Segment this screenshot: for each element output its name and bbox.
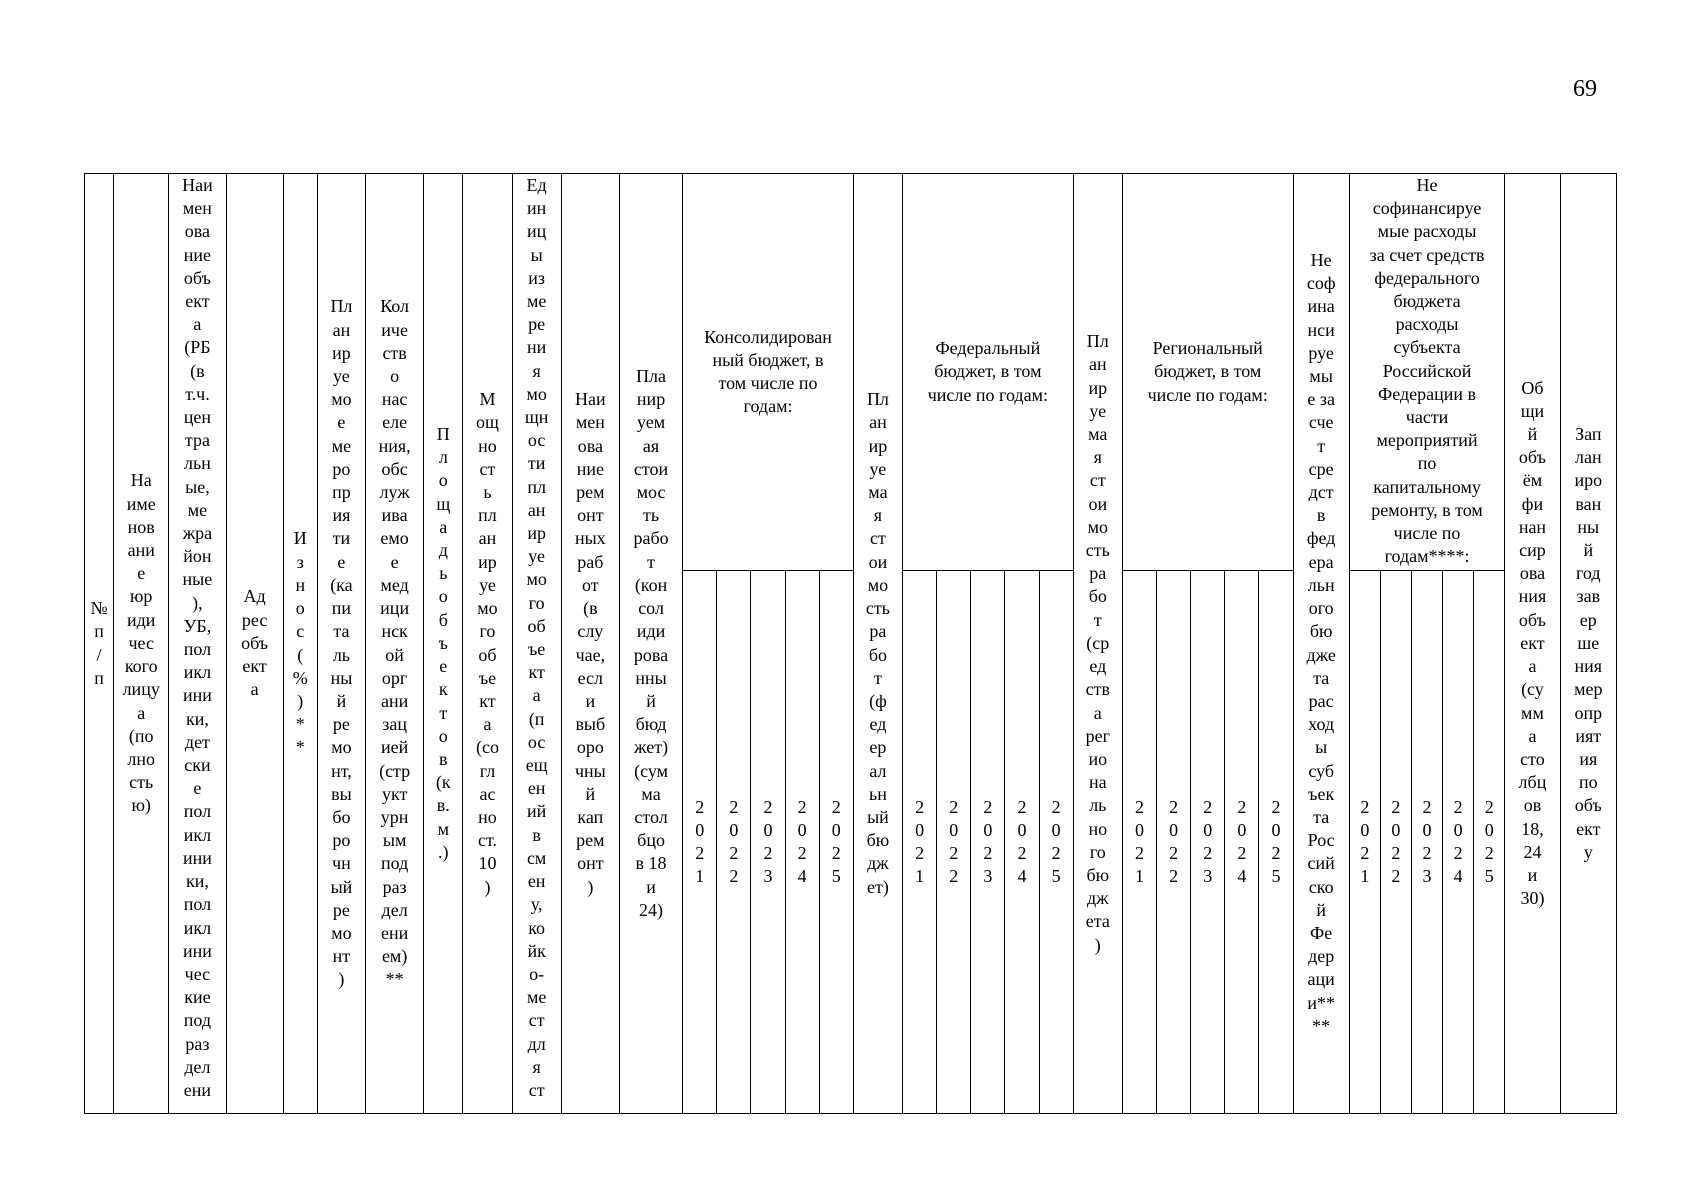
group-federal-budget: Федеральный бюджет, в том числе по годам: [903, 174, 1074, 571]
regional-year-2025: 2 0 2 5 [1259, 571, 1293, 1114]
consolidated-year-2024: 2 0 2 4 [785, 571, 819, 1114]
regional-year-2023: 2 0 2 3 [1191, 571, 1225, 1114]
federal-year-2023: 2 0 2 3 [971, 571, 1005, 1114]
col-address: Ад рес объ ект а [226, 174, 283, 1114]
col-legal-name: На име нов ани е юр иди чес кого лицу а (по лно сть ю) [114, 174, 169, 1114]
group-regional-budget: Региональный бюджет, в том числе по годам: [1122, 174, 1293, 571]
col-planned-measure: Пл ан ир уе мо е ме ро пр ия ти е (ка пи та ль ны й ре мо нт, вы бо ро чн ый ре мо нт ) [317, 174, 365, 1114]
col-total-financing: Об щи й объ ём фи нан сир ова ния объ ект а (су мм а сто лбц ов 18, 24 и 30) [1505, 174, 1560, 1114]
consolidated-year-2023: 2 0 2 3 [751, 571, 785, 1114]
consolidated-year-2022: 2 0 2 2 [717, 571, 751, 1114]
col-noncofinanced: Не соф ина нси руе мы е за сче т сре дст в фед ера льн ого бю дже та рас ход ы суб ъек та Рос сий ско й Фе дер аци и** ** [1293, 174, 1349, 1114]
regional-year-2024: 2 0 2 4 [1225, 571, 1259, 1114]
col-object-name: Наи мен ова ние объ ект а (РБ (в т.ч. цен тра льн ые, ме жра йон ные ), УБ, пол икл ини ки, дет ски е пол икл ини ки, пол икл ини чес кие под раз дел ени [169, 174, 226, 1114]
federal-year-2022: 2 0 2 2 [937, 571, 971, 1114]
regional-year-2021: 2 0 2 1 [1122, 571, 1156, 1114]
noncofinanced-year-2022: 2 0 2 2 [1380, 571, 1411, 1114]
federal-year-2021: 2 0 2 1 [903, 571, 937, 1114]
col-planned-cost-federal: Пл ан ир уе ма я ст ои мо сть ра бо т (ф ед ер ал ьн ый бю дж ет) [853, 174, 902, 1114]
noncofinanced-year-2025: 2 0 2 5 [1474, 571, 1505, 1114]
federal-year-2025: 2 0 2 5 [1039, 571, 1073, 1114]
regional-year-2022: 2 0 2 2 [1157, 571, 1191, 1114]
col-planned-cost-regional: Пл ан ир уе ма я ст ои мо сть ра бо т (ср ед ств а рег ио на ль но го бю дж ета ) [1073, 174, 1122, 1114]
noncofinanced-year-2021: 2 0 2 1 [1349, 571, 1380, 1114]
col-wear: И з н о с ( % ) * * [283, 174, 317, 1114]
consolidated-year-2021: 2 0 2 1 [683, 571, 717, 1114]
header-table [84, 173, 1617, 1114]
group-noncofinanced: Не софинансируе мые расходы за счет средств федерального бюджета расходы субъекта Российской Федерации в части мероприятий по капитальному ремонту, в том числе по годам****: [1349, 174, 1505, 571]
noncofinanced-year-2024: 2 0 2 4 [1443, 571, 1474, 1114]
federal-year-2024: 2 0 2 4 [1005, 571, 1039, 1114]
noncofinanced-year-2023: 2 0 2 3 [1411, 571, 1442, 1114]
col-population: Кол иче ств о нас еле ния, обс луж ива емо е мед ици нск ой орг ани зац ией (стр укт урн ым под раз дел ени ем) ** [366, 174, 424, 1114]
consolidated-year-2025: 2 0 2 5 [819, 571, 853, 1114]
group-consolidated-budget: Консолидирован ный бюджет, в том числе по годам: [683, 174, 854, 571]
page-number: 69 [1573, 76, 1597, 102]
col-num: № п / п [85, 174, 114, 1114]
col-repair-name: Наи мен ова ние рем онт ных раб от (в слу чае, есл и выб оро чны й кап рем онт ) [561, 174, 619, 1114]
col-planned-cost-consolidated: Пла нир уем ая стои мос ть рабо т (кон сол иди рова нны й бюд жет) (сум ма стол бцо в 18 и 24) [619, 174, 682, 1114]
col-capacity-unit: Ед ин иц ы из ме ре ни я мо щн ос ти пл ан ир уе мо го об ъе кт а (п ос ещ ен ий в см ен у, ко йк о- ме ст дл я ст [512, 174, 561, 1114]
col-area: П л о щ а д ь о б ъ е к т о в (к в. м .) [424, 174, 463, 1114]
col-planned-year: Зап лан иро ван ны й год зав ер ше ния мер опр ият ия по объ ект у [1560, 174, 1616, 1114]
col-capacity: М ощ но ст ь пл ан ир уе мо го об ъе кт а (со гл ас но ст. 10 ) [463, 174, 512, 1114]
